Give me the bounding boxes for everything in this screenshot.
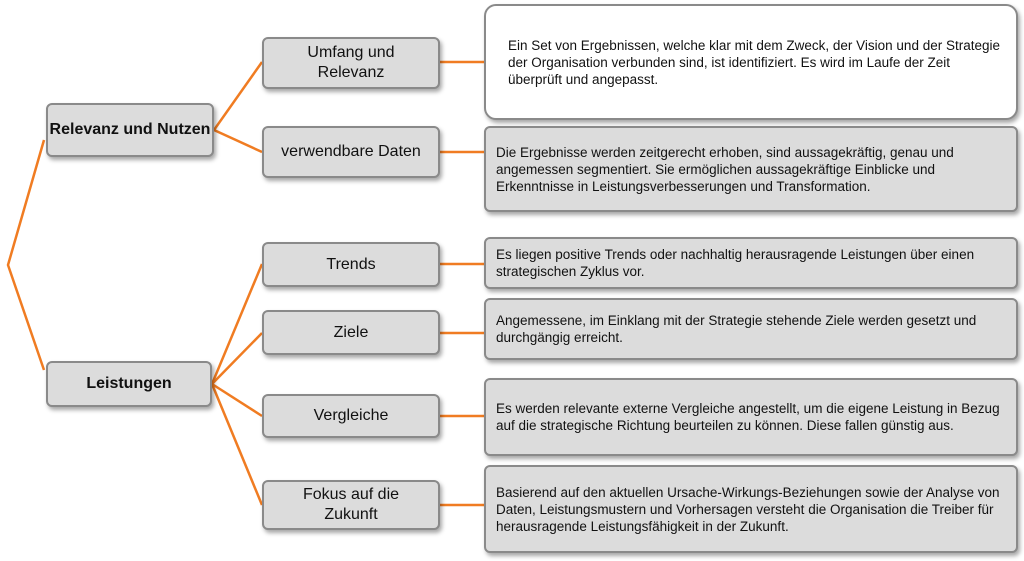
connector-relevanz-daten xyxy=(214,130,262,152)
description-verwendbare-daten xyxy=(484,126,1018,212)
category-label: Relevanz und Nutzen xyxy=(49,121,211,138)
description-umfang-und-relevanz xyxy=(484,4,1018,120)
sub-trends xyxy=(262,242,440,287)
category-label: Leistungen xyxy=(86,375,172,392)
description-text: Die Ergebnisse werden zeitgerecht erhoben, sind aussagekräftig, genau und angemessen segmentiert. Sie ermöglichen aussagekräftige Einblicke und Erkenntnisse in Leistungsverbesserungen und Transformation. xyxy=(496,144,954,194)
connector-relevanz-umfang xyxy=(214,62,262,130)
sub-label: Ziele xyxy=(333,323,369,341)
description-trends xyxy=(484,237,1018,289)
description-ziele xyxy=(484,298,1018,360)
description-vergleiche xyxy=(484,378,1018,456)
sub-label: Fokus auf die Zukunft xyxy=(302,486,400,523)
description-text: Basierend auf den aktuellen Ursache-Wirkungs-Beziehungen sowie der Analyse von Daten, Leistungsmustern und Vorhersagen versteht die Organisation die Treiber für herausragende Leistungsfähigkeit in der Zukunft. xyxy=(496,484,1000,534)
sub-label: Trends xyxy=(326,255,376,273)
connector-leistungen-trends xyxy=(212,264,262,384)
category-relevanz-und-nutzen xyxy=(46,103,214,157)
sub-vergleiche xyxy=(262,394,440,438)
sub-verwendbare-daten xyxy=(262,126,440,178)
sub-umfang-und-relevanz xyxy=(262,37,440,89)
description-text: Angemessene, im Einklang mit der Strategie stehende Ziele werden gesetzt und durchgängig erreicht. xyxy=(496,313,977,345)
connector-leistungen-fokus xyxy=(212,384,262,505)
root-connector xyxy=(8,140,44,370)
sub-label: Umfang und Relevanz xyxy=(307,44,395,81)
description-fokus-auf-die-zukunft xyxy=(484,465,1018,553)
sub-label: Vergleiche xyxy=(313,407,389,424)
description-text: Es werden relevante externe Vergleiche angestellt, um die eigene Leistung in Bezug auf die strategische Richtung beurteilen zu können. Diese fallen günstig aus. xyxy=(496,401,1000,433)
description-text: Ein Set von Ergebnissen, welche klar mit dem Zweck, der Vision und der Strategie der Organisation verbunden sind, ist identifiziert. Es wird im Laufe der Zeit überprüft und angepasst. xyxy=(508,37,1000,87)
sub-label: verwendbare Daten xyxy=(281,143,421,160)
sub-ziele xyxy=(262,310,440,355)
category-leistungen xyxy=(46,361,212,407)
description-text: Es liegen positive Trends oder nachhaltig herausragende Leistungen über einen strategischen Zyklus vor. xyxy=(496,247,975,279)
connector-leistungen-ziele xyxy=(212,333,262,384)
sub-fokus-auf-die-zukunft xyxy=(262,480,440,530)
